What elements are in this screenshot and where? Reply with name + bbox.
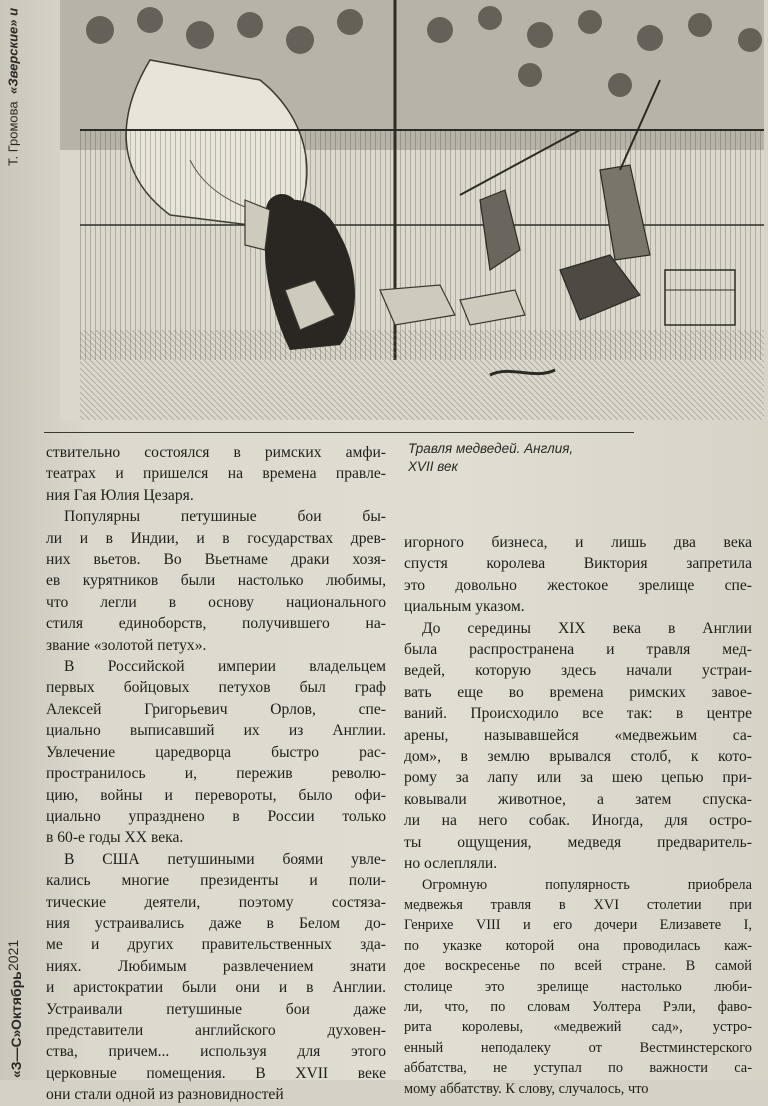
text-line: медвежья травля в XVI столетии при (404, 896, 752, 913)
text-line: Увлечение царедворца быстро рас- (46, 743, 386, 761)
text-line: В США петушиными боями увле- (64, 850, 386, 868)
text-line: цию, войны и перевороты, было офи- (46, 786, 386, 804)
text-line: дое воскресенье по всей стране. В самой (404, 958, 752, 975)
text-line: енный неподалеку от Вестминстерского (404, 1039, 752, 1056)
text-line: рому за лапу или за шею цепью при- (404, 769, 752, 787)
text-line: ли, что, по словам Уолтера Рэли, фаво- (404, 998, 752, 1015)
text-line: и аристократии были они и в Англии. (46, 979, 386, 997)
text-line: кались многие президенты и поли- (46, 872, 386, 890)
text-line: дом», в землю врывался столб, к кото- (404, 748, 752, 766)
text-line: В Российской империи владельцем (64, 658, 386, 676)
text-line: До середины XIX века в Англии (422, 619, 752, 637)
text-line: ев курятников были настолько любимы, (46, 572, 386, 590)
text-line: ствительно состоялся в римских амфи- (46, 444, 386, 461)
text-line: вать еще во времена римских завое- (404, 683, 752, 701)
text-column-left (46, 442, 386, 1106)
text-line: но ослепляли. (404, 855, 498, 873)
text-line: игорного бизнеса, и лишь два века (404, 534, 752, 551)
paragraph (46, 506, 386, 656)
text-line: ства, причем... используя для этого (46, 1043, 386, 1061)
text-line: Огромную популярность приобрела (422, 876, 752, 893)
running-footer (2, 850, 24, 1078)
text-line: столице это зрелище настолько люби- (404, 978, 752, 995)
text-line: пространилось и, пережив револю- (46, 765, 386, 783)
text-line: первых бойцовых петухов был граф (46, 679, 386, 697)
text-line: стиля единоборств, получившего на- (46, 615, 386, 633)
text-line: арены, называвшейся «медвежьим са- (404, 726, 752, 744)
text-line: звание «золотой петух». (46, 636, 207, 654)
text-line: это довольно жестокое зрелище спе- (404, 576, 752, 594)
paragraph (404, 618, 752, 875)
text-line: циально выписавший их из Англии. (46, 722, 386, 740)
caption-line: XVII век (408, 459, 458, 474)
text-line: ме и других правительственных зда- (46, 936, 386, 954)
issue-month: Октябрь (8, 970, 24, 1030)
text-line: ты ощущения, медведя предваритель- (404, 833, 752, 851)
text-line: циально упразднено в России только (46, 807, 386, 825)
text-line: них вьетов. Во Вьетнаме драки хозя- (46, 551, 386, 569)
text-line: что легли в основу национального (46, 593, 386, 611)
text-line: ния Гая Юлия Цезаря. (46, 486, 194, 504)
caption-divider (44, 432, 634, 433)
article-title-fragment: «Зверские» и (5, 8, 21, 95)
text-line: ниях. Любимым развлечением знати (46, 957, 386, 975)
text-line: ли на него собак. Иногда, для остро- (404, 812, 752, 830)
text-line: ли и в Индии, и в государствах древ- (46, 529, 386, 547)
text-line: спустя королева Виктория запретила (404, 555, 752, 573)
paragraph (46, 656, 386, 849)
text-line: ваний. Происходило все так: в центре (404, 705, 752, 723)
text-line: аббатства, не уступал по важности са- (404, 1060, 752, 1077)
text-line: театрах и пришелся на времена правле- (46, 465, 386, 483)
text-line: Устраивали петушиные бои даже (46, 1000, 386, 1018)
paragraph (404, 532, 752, 618)
text-line: ведей, которую здесь начали устраи- (404, 662, 752, 680)
text-line: тические деятели, поэтому состяза- (46, 893, 386, 911)
running-header (2, 8, 24, 308)
paragraph (46, 849, 386, 1106)
author-name: Т. Громова (5, 101, 21, 166)
text-line: они стали одной из разновидностей (46, 1086, 284, 1104)
caption-line: Травля медведей. Англия, (408, 441, 574, 456)
text-line: Генрихе VIII и его дочери Елизавете I, (404, 917, 752, 934)
text-line: циальным указом. (404, 598, 525, 616)
text-line: Алексей Григорьевич Орлов, спе- (46, 700, 386, 718)
text-line: была распространена и травля мед- (404, 641, 752, 659)
text-line: ния устраивались даже в Белом до- (46, 914, 386, 932)
bear-baiting-engraving (60, 0, 764, 420)
journal-name: «З—С» (8, 1029, 24, 1078)
issue-year: 2021 (5, 939, 21, 971)
paragraph (404, 875, 752, 1099)
text-line: Популярны петушиные бои бы- (64, 508, 386, 526)
text-line: мому аббатству. К слову, случалось, что (404, 1080, 649, 1097)
text-line: ковывали животное, а затем спуска- (404, 790, 752, 808)
text-column-right (404, 532, 752, 1099)
text-line: в 60-е годы XX века. (46, 829, 184, 847)
text-line: по указке которой она проводилась каж- (404, 937, 752, 954)
text-line: церковные помещения. В XVII веке (46, 1064, 386, 1082)
paragraph (46, 442, 386, 506)
text-line: представители английского духовен- (46, 1021, 386, 1039)
text-line: рита королевы, «медвежий сад», устро- (404, 1019, 752, 1036)
illustration-caption (408, 440, 628, 476)
